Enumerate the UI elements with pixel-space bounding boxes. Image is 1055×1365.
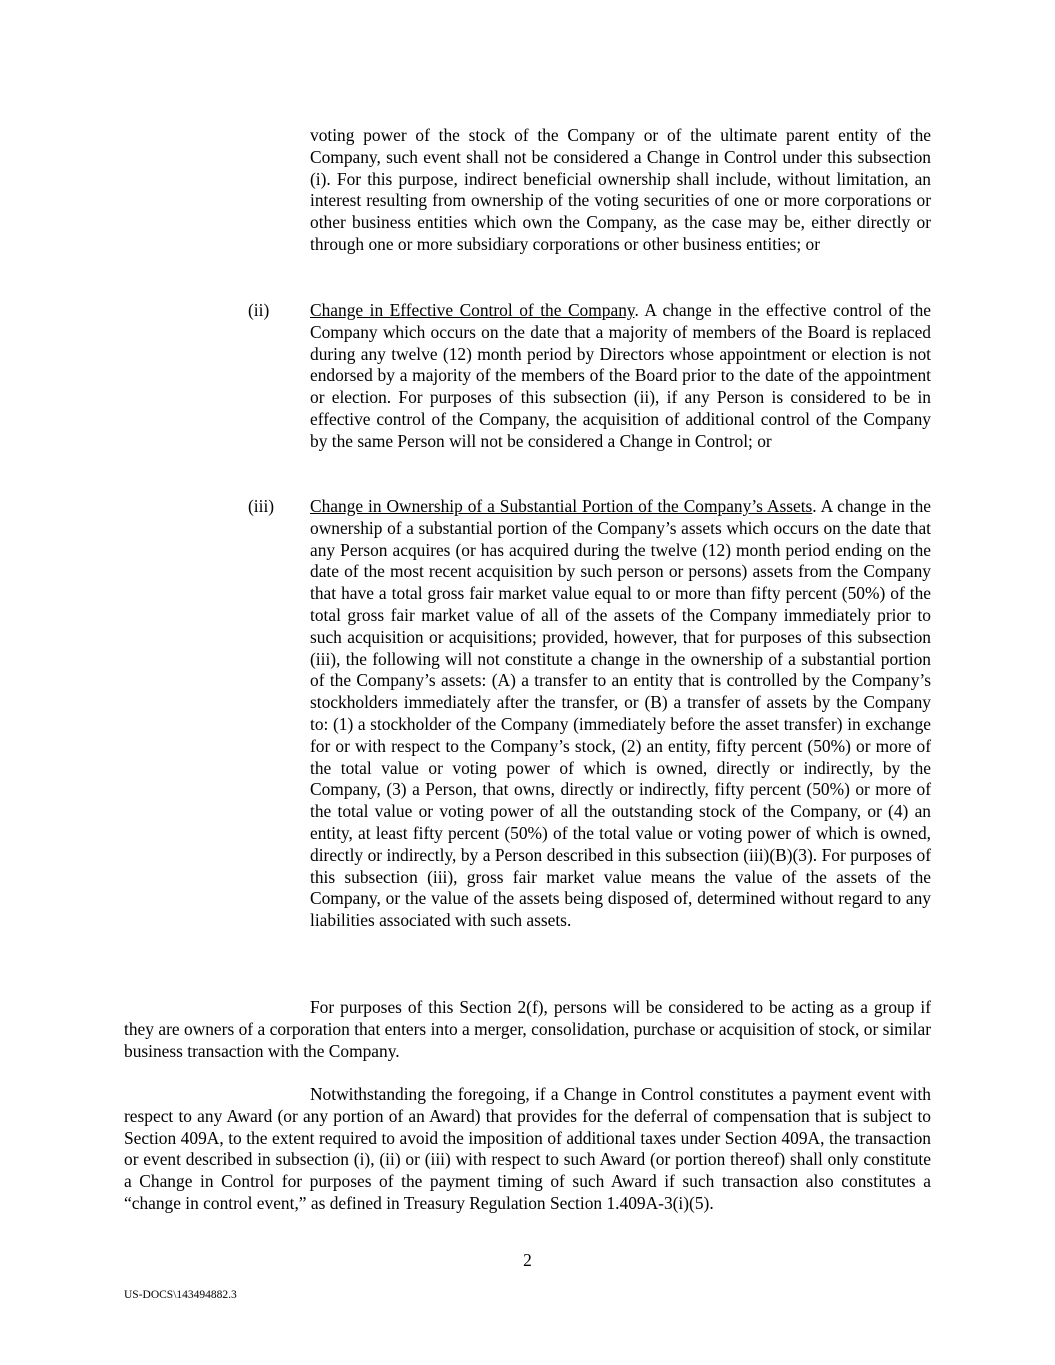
subsection-body bbox=[310, 496, 931, 932]
subsection-title: Change in Ownership of a Substantial Portion of the Company’s Assets bbox=[310, 496, 813, 516]
section-409a-paragraph: Notwithstanding the foregoing, if a Change in Control constitutes a payment event with respect to any Award (or any portion of an Award) that provides for the deferral of compensation that is subject to Section 409A, to the extent required to avoid the imposition of additional taxes under Section 409A, the transaction or event described in subsection (i), (ii) or (iii) with respect to such Award (or portion thereof) shall only constitute a Change in Control for purposes of the payment timing of such Award if such transaction also constitutes a “change in control event,” as defined in Treasury Regulation Section 1.409A-3(i)(5). bbox=[124, 1084, 931, 1213]
document-id: US-DOCS\143494882.3 bbox=[124, 1289, 237, 1301]
subsection-body bbox=[310, 300, 931, 453]
subsection-text: . A change in the effective control of the Company which occurs on the date that a majority of members of the Board is replaced during any twelve (12) month period by Directors whose appointment or election is not endorsed by a majority of the members of the Board prior to the date of the appointment or election. For purposes of this subsection (ii), if any Person is considered to be in effective control of the Company, the acquisition of additional control of the Company by the same Person will not be considered a Change in Control; or bbox=[310, 300, 932, 451]
subsection-number: (ii) bbox=[248, 300, 270, 320]
group-definition-paragraph: For purposes of this Section 2(f), persons will be considered to be acting as a group if they are owners of a corporation that enters into a merger, consolidation, purchase or acquisition of stock, or similar business transaction with the Company. bbox=[124, 997, 931, 1061]
continuation-paragraph: voting power of the stock of the Company or of the ultimate parent entity of the Company, such event shall not be considered a Change in Control under this subsection (i). For this purpose, indirect beneficial ownership shall include, without limitation, an interest resulting from ownership of the voting securities of one or more corporations or other business entities which own the Company, as the case may be, either directly or through one or more subsidiary corporations or other business entities; or bbox=[310, 125, 931, 254]
subsection-text: . A change in the ownership of a substantial portion of the Company’s assets which occurs on the date that any Person acquires (or has acquired during the twelve (12) month period ending on the date of the most recent acquisition by such person or persons) assets from the Company that have a total gross fair market value equal to or more than fifty percent (50%) of the total gross fair market value of all of the assets of the Company immediately prior to such acquisition or acquisitions; provided, however, that for purposes of this subsection (iii), the following will not constitute a change in the ownership of a substantial portion of the Company’s assets: (A) a transfer to an entity that is controlled by the Company’s stockholders immediately after the transfer, or (B) a transfer of assets by the Company to: (1) a stockholder of the Company (immediately before the asset transfer) in exchange for or with respect to the Company’s stock, (2) an entity, fifty percent (50%) or more of the total value or voting power of which is owned, directly or indirectly, by the Company, (3) a Person, that owns, directly or indirectly, fifty percent (50%) or more of the total value or voting power of all the outstanding stock of the Company, or (4) an entity, at least fifty percent (50%) of the total value or voting power of which is owned, directly or indirectly, by a Person described in this subsection (iii)(B)(3). For purposes of this subsection (iii), gross fair market value means the value of the assets of the Company, or the value of the assets being disposed of, determined without regard to any liabilities associated with such assets. bbox=[310, 496, 931, 931]
page-number: 2 bbox=[523, 1250, 532, 1270]
subsection-title: Change in Effective Control of the Company bbox=[310, 300, 635, 320]
subsection-number: (iii) bbox=[248, 496, 275, 516]
